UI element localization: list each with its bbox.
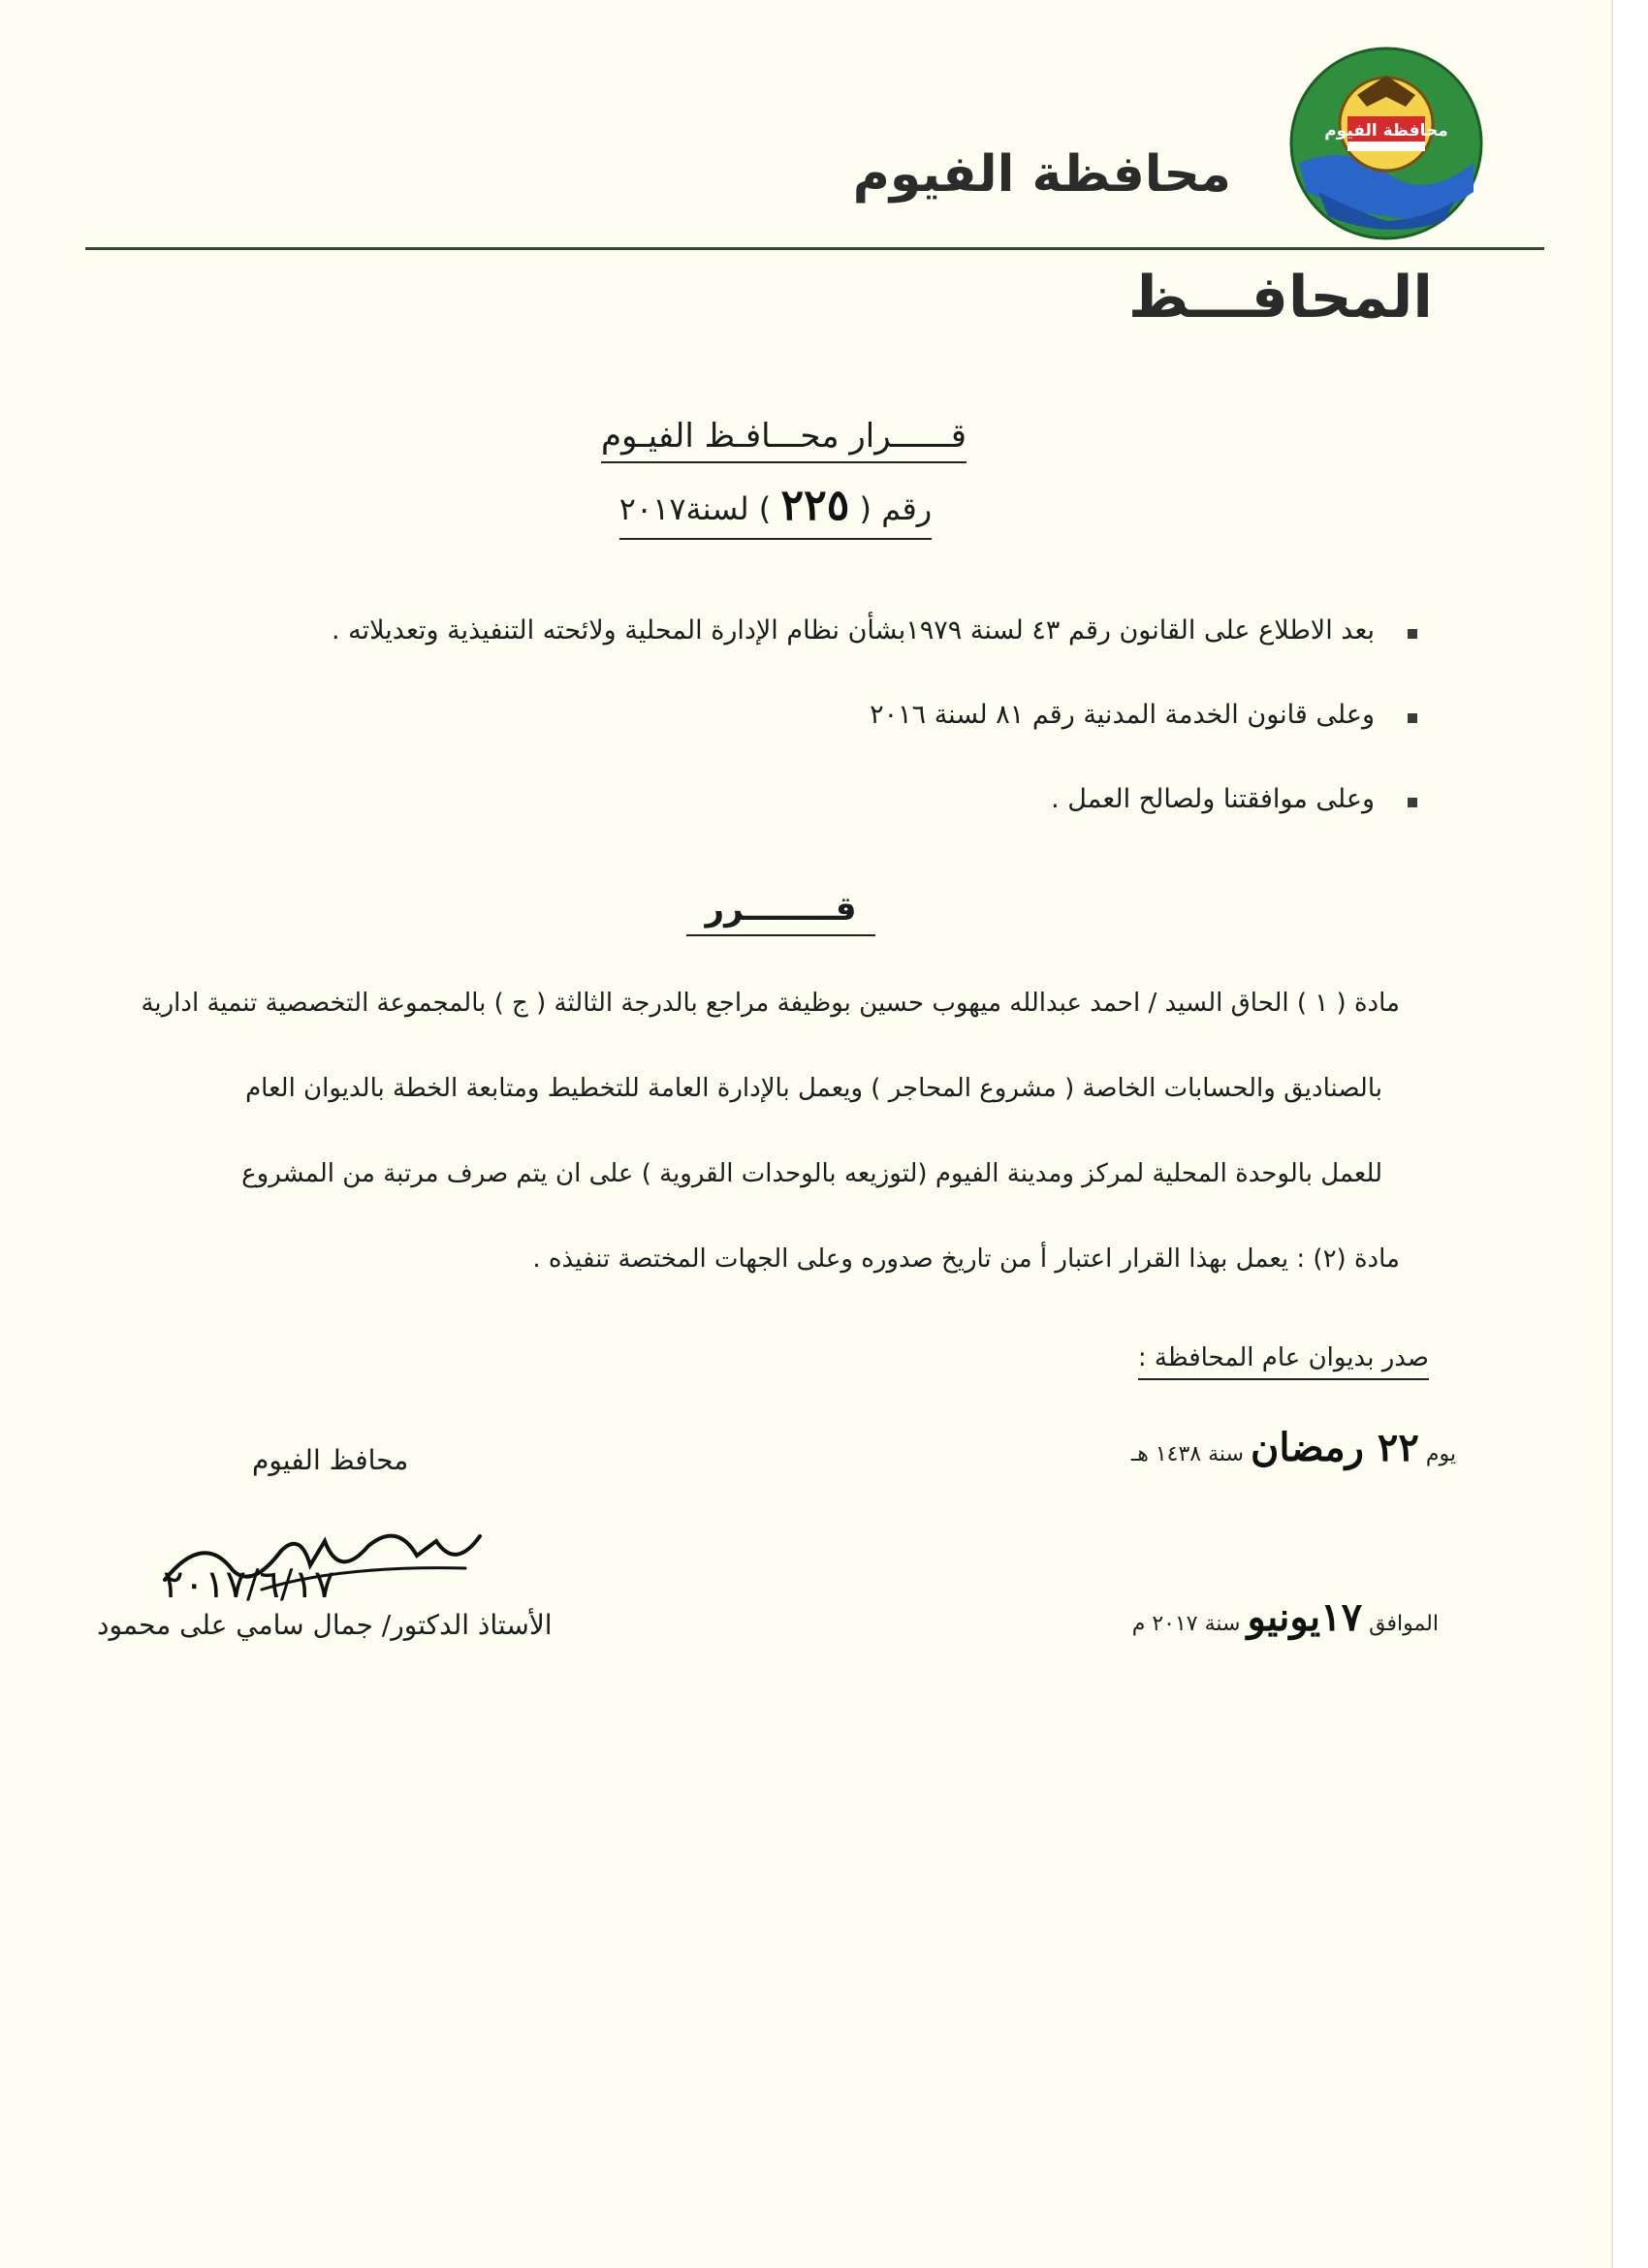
signatory-name: الأستاذ الدكتور/ جمال سامي على محمود — [97, 1609, 553, 1641]
governorate-logo — [1289, 47, 1483, 240]
bullet-icon — [1408, 629, 1417, 639]
gregorian-year: سنة ٢٠١٧ م — [1131, 1612, 1241, 1636]
preamble-item — [157, 784, 1417, 868]
articles — [111, 989, 1400, 1330]
hijri-date — [1131, 1425, 1456, 1470]
preamble-text: وعلى موافقتنا ولصالح العمل . — [1051, 784, 1375, 814]
decided-heading: قــــــــرر — [686, 890, 875, 936]
signature-date: ٢٠١٧/٦/١٧ — [163, 1562, 335, 1607]
article-1-line: للعمل بالوحدة المحلية لمركز ومدينة الفيوم (لتوزيعه بالوحدات القروية ) على ان يتم صرف مرتبة من المشروع — [241, 1159, 1382, 1188]
hijri-year: سنة ١٤٣٨ هـ — [1130, 1442, 1244, 1466]
decree-title: قــــــرار محـــافـظ الفيـوم — [601, 417, 967, 463]
decree-number-suffix: ) لسنة٢٠١٧ — [618, 490, 772, 527]
decree-number-value: ٢٢٥ — [780, 481, 850, 530]
article-1-line: بالصناديق والحسابات الخاصة ( مشروع المحاجر ) ويعمل بالإدارة العامة للتخطيط ومتابعة الخطة بالديوان العام — [245, 1074, 1382, 1103]
header-divider — [85, 247, 1544, 250]
article-2: مادة (٢) : يعمل بهذا القرار اعتبار أ من تاريخ صدوره وعلى الجهات المختصة تنفيذه . — [532, 1244, 1400, 1274]
bullet-icon — [1408, 713, 1417, 723]
preamble-item — [157, 615, 1417, 700]
signatory-title: محافظ الفيوم — [252, 1444, 409, 1476]
preamble-item — [157, 700, 1417, 784]
preamble-text: وعلى قانون الخدمة المدنية رقم ٨١ لسنة ٢٠١٦ — [870, 700, 1375, 730]
decree-heading — [601, 417, 967, 540]
hijri-handwritten: ٢٢ رمضان — [1251, 1425, 1419, 1470]
decree-number — [619, 481, 932, 540]
gregorian-handwritten: ١٧يونيو — [1247, 1594, 1363, 1640]
article-1-line: مادة ( ١ ) الحاق السيد / احمد عبدالله ميهوب حسين بوظيفة مراجع بالدرجة الثالثة ( ج ) بالمجموعة التخصصية تنمية ادارية — [141, 989, 1400, 1018]
preamble-list — [157, 615, 1417, 868]
decree-number-prefix: رقم ( — [859, 490, 933, 527]
gregorian-date — [1132, 1594, 1439, 1640]
preamble-text: بعد الاطلاع على القانون رقم ٤٣ لسنة ١٩٧٩بشأن نظام الإدارة المحلية ولائحته التنفيذية وتعديلاته . — [332, 615, 1375, 646]
issued-at: صدر بديوان عام المحافظة : — [1138, 1343, 1429, 1380]
gregorian-label: الموافق — [1369, 1612, 1439, 1636]
office-title: المحافـــظ — [1127, 264, 1433, 331]
bullet-icon — [1408, 798, 1417, 807]
logo-text: محافظة الفيوم — [1324, 121, 1448, 141]
hijri-day-label: يوم — [1425, 1442, 1456, 1466]
governorate-name: محافظة الفيوم — [852, 145, 1231, 204]
